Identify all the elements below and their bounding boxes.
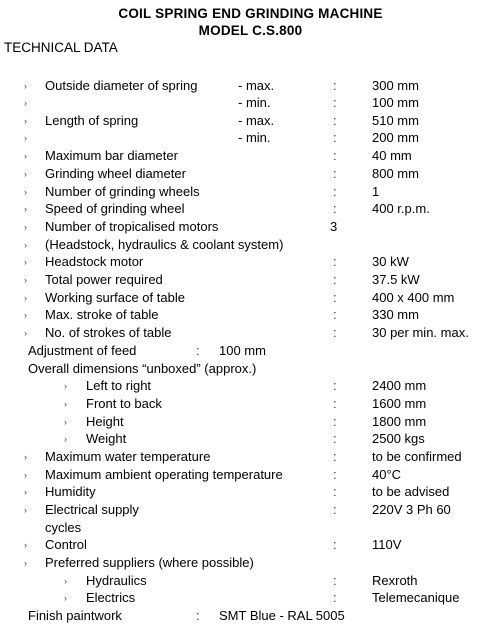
spec-label: No. of strokes of table — [45, 325, 172, 340]
spec-row — [0, 590, 501, 608]
spec-row — [0, 307, 501, 325]
colon-separator: : — [333, 166, 337, 181]
spec-label: Left to right — [86, 378, 152, 393]
colon-separator: : — [333, 78, 337, 93]
spec-label: Length of spring — [45, 113, 139, 128]
colon-separator: : — [333, 113, 337, 128]
spec-label: Weight — [86, 431, 127, 446]
spec-qualifier: - min. — [238, 95, 271, 110]
spec-value: 330 mm — [372, 307, 419, 322]
section-heading: TECHNICAL DATA — [4, 40, 118, 55]
colon-separator: : — [333, 272, 337, 287]
bullet-marker: › — [24, 116, 27, 126]
spec-value: 400 r.p.m. — [372, 201, 430, 216]
spec-value: to be confirmed — [372, 449, 462, 464]
colon-separator: : — [196, 343, 200, 358]
colon-separator: : — [333, 290, 337, 305]
spec-row — [0, 537, 501, 555]
spec-value: 100 mm — [372, 95, 419, 110]
bullet-marker: › — [24, 505, 27, 515]
spec-label: Front to back — [86, 396, 162, 411]
spec-label: Finish paintwork — [28, 608, 122, 623]
document-model: MODEL C.S.800 — [198, 23, 303, 38]
colon-separator: : — [333, 325, 337, 340]
spec-value: 200 mm — [372, 130, 419, 145]
bullet-marker: › — [64, 417, 67, 427]
bullet-marker: › — [24, 293, 27, 303]
bullet-marker: › — [64, 381, 67, 391]
spec-label: Electrics — [86, 590, 136, 605]
spec-label: Outside diameter of spring — [45, 78, 198, 93]
colon-separator: : — [333, 449, 337, 464]
bullet-marker: › — [24, 558, 27, 568]
bullet-marker: › — [24, 310, 27, 320]
spec-label: Grinding wheel diameter — [45, 166, 186, 181]
spec-value: 2400 mm — [372, 378, 427, 393]
spec-value: 37.5 kW — [372, 272, 420, 287]
spec-value: 110V — [372, 537, 402, 552]
bullet-marker: › — [64, 434, 67, 444]
bullet-marker: › — [24, 540, 27, 550]
bullet-marker: › — [24, 470, 27, 480]
colon-separator: : — [333, 502, 337, 517]
spec-label: (Headstock, hydraulics & coolant system) — [45, 237, 284, 252]
spec-row — [0, 130, 501, 148]
spec-row — [0, 95, 501, 113]
bullet-marker: › — [24, 275, 27, 285]
colon-separator: : — [333, 201, 337, 216]
spec-row — [0, 608, 501, 626]
spec-value: 300 mm — [372, 78, 419, 93]
bullet-marker: › — [64, 399, 67, 409]
spec-label: Maximum water temperature — [45, 449, 211, 464]
spec-row — [0, 449, 501, 467]
spec-value: 100 mm — [219, 343, 266, 358]
spec-value: Telemecanique — [372, 590, 460, 605]
spec-row — [0, 201, 501, 219]
bullet-marker: › — [24, 151, 27, 161]
spec-row — [0, 290, 501, 308]
spec-qualifier: - max. — [238, 78, 275, 93]
colon-separator: : — [333, 184, 337, 199]
spec-qualifier: - max. — [238, 113, 275, 128]
bullet-marker: › — [24, 452, 27, 462]
spec-value: 30 per min. max. — [372, 325, 469, 340]
spec-row — [0, 378, 501, 396]
spec-value: 400 x 400 mm — [372, 290, 455, 305]
spec-label: Working surface of table — [45, 290, 185, 305]
spec-row — [0, 254, 501, 272]
spec-value: 220V 3 Ph 60 — [372, 502, 451, 517]
colon-separator: : — [333, 95, 337, 110]
bullet-marker: › — [24, 187, 27, 197]
colon-separator: : — [333, 254, 337, 269]
spec-row — [0, 272, 501, 290]
spec-value: Rexroth — [372, 573, 418, 588]
spec-row — [0, 148, 501, 166]
bullet-marker: › — [24, 81, 27, 91]
spec-value: to be advised — [372, 484, 450, 499]
spec-label: Headstock motor — [45, 254, 144, 269]
spec-label: Humidity — [45, 484, 96, 499]
colon-separator: : — [333, 414, 337, 429]
spec-row — [0, 361, 501, 379]
spec-label: Speed of grinding wheel — [45, 201, 185, 216]
spec-row — [0, 396, 501, 414]
bullet-marker: › — [64, 576, 67, 586]
spec-value: 800 mm — [372, 166, 419, 181]
spec-row — [0, 184, 501, 202]
colon-separator: : — [333, 431, 337, 446]
spec-qualifier: - min. — [238, 130, 271, 145]
spec-row — [0, 113, 501, 131]
spec-row — [0, 414, 501, 432]
spec-label: Control — [45, 537, 87, 552]
colon-separator: : — [333, 484, 337, 499]
spec-label: Number of tropicalised motors — [45, 219, 219, 234]
spec-row — [0, 325, 501, 343]
colon-separator: : — [333, 130, 337, 145]
colon-separator: : — [333, 378, 337, 393]
spec-label: Height — [86, 414, 124, 429]
spec-row — [0, 555, 501, 573]
colon-separator: : — [333, 590, 337, 605]
spec-value: 2500 kgs — [372, 431, 425, 446]
spec-value: 1600 mm — [372, 396, 427, 411]
spec-label: Max. stroke of table — [45, 307, 159, 322]
spec-label: Overall dimensions “unboxed” (approx.) — [28, 361, 257, 376]
spec-value: 40°C — [372, 467, 402, 482]
spec-label: Maximum ambient operating temperature — [45, 467, 283, 482]
bullet-marker: › — [24, 204, 27, 214]
colon-separator: : — [333, 396, 337, 411]
spec-row — [0, 573, 501, 591]
spec-label: Adjustment of feed — [28, 343, 137, 358]
bullet-marker: › — [24, 257, 27, 267]
spec-label: Preferred suppliers (where possible) — [45, 555, 254, 570]
bullet-marker: › — [24, 487, 27, 497]
colon-separator: : — [333, 307, 337, 322]
bullet-marker: › — [64, 593, 67, 603]
spec-row — [0, 502, 501, 520]
bullet-marker: › — [24, 98, 27, 108]
spec-row — [0, 484, 501, 502]
colon-separator: : — [333, 467, 337, 482]
colon-separator: : — [333, 148, 337, 163]
spec-label: cycles — [45, 520, 82, 535]
colon-separator: : — [196, 608, 200, 623]
spec-value: 30 kW — [372, 254, 409, 269]
spec-row — [0, 78, 501, 96]
bullet-marker: › — [24, 169, 27, 179]
bullet-marker: › — [24, 328, 27, 338]
spec-value: 3 — [330, 219, 338, 234]
spec-label: Number of grinding wheels — [45, 184, 200, 199]
bullet-marker: › — [24, 240, 27, 250]
spec-label: Hydraulics — [86, 573, 147, 588]
spec-value: 1800 mm — [372, 414, 427, 429]
spec-row — [0, 166, 501, 184]
spec-label: Electrical supply — [45, 502, 139, 517]
spec-row — [0, 520, 501, 538]
spec-value: 510 mm — [372, 113, 419, 128]
spec-value: SMT Blue - RAL 5005 — [219, 608, 345, 623]
spec-row — [0, 219, 501, 237]
bullet-marker: › — [24, 222, 27, 232]
colon-separator: : — [333, 537, 337, 552]
document-title: COIL SPRING END GRINDING MACHINE — [118, 6, 383, 21]
spec-value: 1 — [372, 184, 380, 199]
spec-row — [0, 343, 501, 361]
spec-row — [0, 237, 501, 255]
spec-row — [0, 467, 501, 485]
bullet-marker: › — [24, 133, 27, 143]
spec-value: 40 mm — [372, 148, 412, 163]
spec-label: Total power required — [45, 272, 163, 287]
colon-separator: : — [333, 573, 337, 588]
spec-label: Maximum bar diameter — [45, 148, 178, 163]
spec-row — [0, 431, 501, 449]
